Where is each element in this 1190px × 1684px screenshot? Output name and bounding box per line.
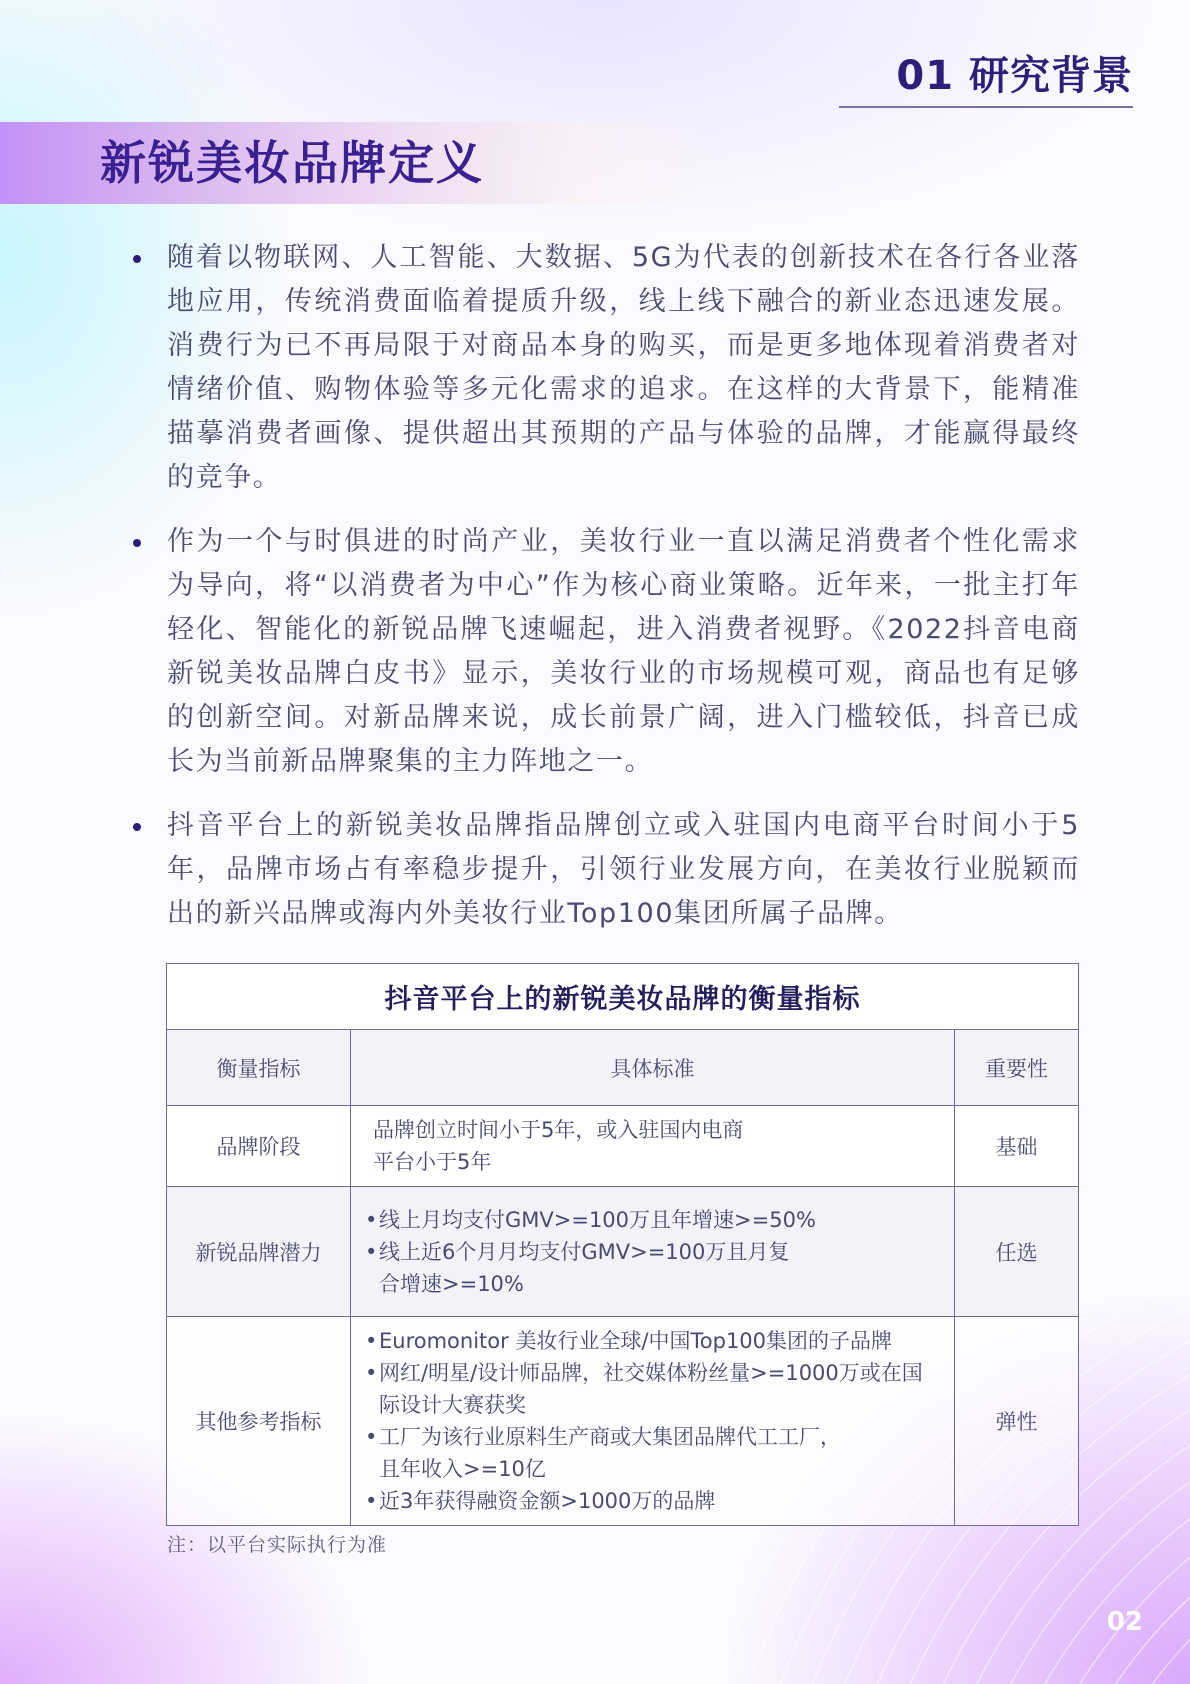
- bullet-text: 随着以物联网、人工智能、大数据、5G为代表的创新技术在各行各业落地应用，传统消费面临着提质升级，线上线下融合的新业态迅速发展。消费行为已不再局限于对商品本身的购买，而是更多地体现着消费者对情绪价值、购物体验等多元化需求的追求。在这样的大背景下，能精准描摹消费者画像、提供超出其预期的产品与体验的品牌，才能赢得最终的竞争。: [167, 242, 1080, 493]
- bullet-mark-icon: •: [365, 1489, 378, 1513]
- page-title: 新锐美妆品牌定义: [100, 136, 484, 190]
- criteria-item: [365, 1236, 934, 1300]
- section-header: [896, 50, 1133, 102]
- section-underline: [839, 106, 1133, 108]
- bullet-mark-icon: •: [365, 1207, 378, 1232]
- bullet-item: [130, 236, 1080, 500]
- criteria-item: [365, 1204, 934, 1236]
- table-row: [167, 1106, 1079, 1187]
- table-footnote: 注：以平台实际执行为准: [167, 1534, 388, 1556]
- criteria-text: Euromonitor 美妆行业全球/中国Top100集团的子品牌: [379, 1329, 893, 1353]
- table-caption: 抖音平台上的新锐美妆品牌的衡量指标: [167, 964, 1079, 1030]
- importance-cell: 基础: [955, 1106, 1079, 1187]
- bullet-text: 抖音平台上的新锐美妆品牌指品牌创立或入驻国内电商平台时间小于5年，品牌市场占有率稳步提升，引领行业发展方向，在美妆行业脱颖而出的新兴品牌或海内外美妆行业Top100集团所属子品牌。: [167, 810, 1080, 929]
- bullet-list: [130, 236, 1080, 956]
- bullet-mark-icon: •: [365, 1425, 378, 1449]
- importance-cell: 任选: [955, 1187, 1079, 1317]
- criteria-item: [365, 1357, 934, 1421]
- criteria-text: 工厂为该行业原料生产商或大集团品牌代工工厂，且年收入>=10亿: [379, 1425, 841, 1481]
- bullet-mark-icon: •: [365, 1329, 378, 1353]
- section-label: 01 研究背景: [896, 53, 1133, 99]
- metric-cell: 其他参考指标: [167, 1317, 351, 1526]
- criteria-item: [365, 1485, 934, 1517]
- header-importance: 重要性: [955, 1030, 1079, 1106]
- table-row: [167, 1187, 1079, 1317]
- table-row: [167, 1317, 1079, 1526]
- criteria-line: 平台小于5年: [373, 1150, 492, 1174]
- metric-cell: 品牌阶段: [167, 1106, 351, 1187]
- bullet-item: [130, 804, 1080, 936]
- title-band: [0, 122, 720, 204]
- bullet-mark-icon: •: [365, 1239, 378, 1264]
- bullet-dot-icon: [133, 255, 141, 263]
- criteria-text: 线上近6个月月均支付GMV>=100万且月复合增速>=10%: [379, 1239, 790, 1296]
- criteria-line: 品牌创立时间小于5年，或入驻国内电商: [373, 1118, 744, 1142]
- bullet-text: 作为一个与时俱进的时尚产业，美妆行业一直以满足消费者个性化需求为导向，将“以消费者为中心”作为核心商业策略。近年来，一批主打年轻化、智能化的新锐品牌飞速崛起，进入消费者视野。《2022抖音电商新锐美妆品牌白皮书》显示，美妆行业的市场规模可观，商品也有足够的创新空间。对新品牌来说，成长前景广阔，进入门槛较低，抖音已成长为当前新品牌聚集的主力阵地之一。: [167, 526, 1080, 777]
- criteria-item: [365, 1421, 934, 1485]
- criteria-cell: [351, 1187, 955, 1317]
- table-header-row: [167, 1030, 1079, 1106]
- criteria-item: [365, 1325, 934, 1357]
- bullet-dot-icon: [133, 539, 141, 547]
- bullet-mark-icon: •: [365, 1361, 378, 1385]
- header-metric: 衡量指标: [167, 1030, 351, 1106]
- criteria-cell: [351, 1106, 955, 1187]
- metric-cell: 新锐品牌潜力: [167, 1187, 351, 1317]
- importance-cell: 弹性: [955, 1317, 1079, 1526]
- metrics-table: [166, 963, 1079, 1526]
- bullet-item: [130, 520, 1080, 784]
- criteria-text: 网红/明星/设计师品牌，社交媒体粉丝量>=1000万或在国际设计大赛获奖: [379, 1361, 923, 1417]
- criteria-text: 线上月均支付GMV>=100万且年增速>=50%: [379, 1207, 816, 1232]
- criteria-text: 近3年获得融资金额>1000万的品牌: [379, 1489, 716, 1513]
- header-criteria: 具体标准: [351, 1030, 955, 1106]
- bullet-dot-icon: [133, 823, 141, 831]
- page-number: 02: [1106, 1607, 1143, 1637]
- criteria-cell: [351, 1317, 955, 1526]
